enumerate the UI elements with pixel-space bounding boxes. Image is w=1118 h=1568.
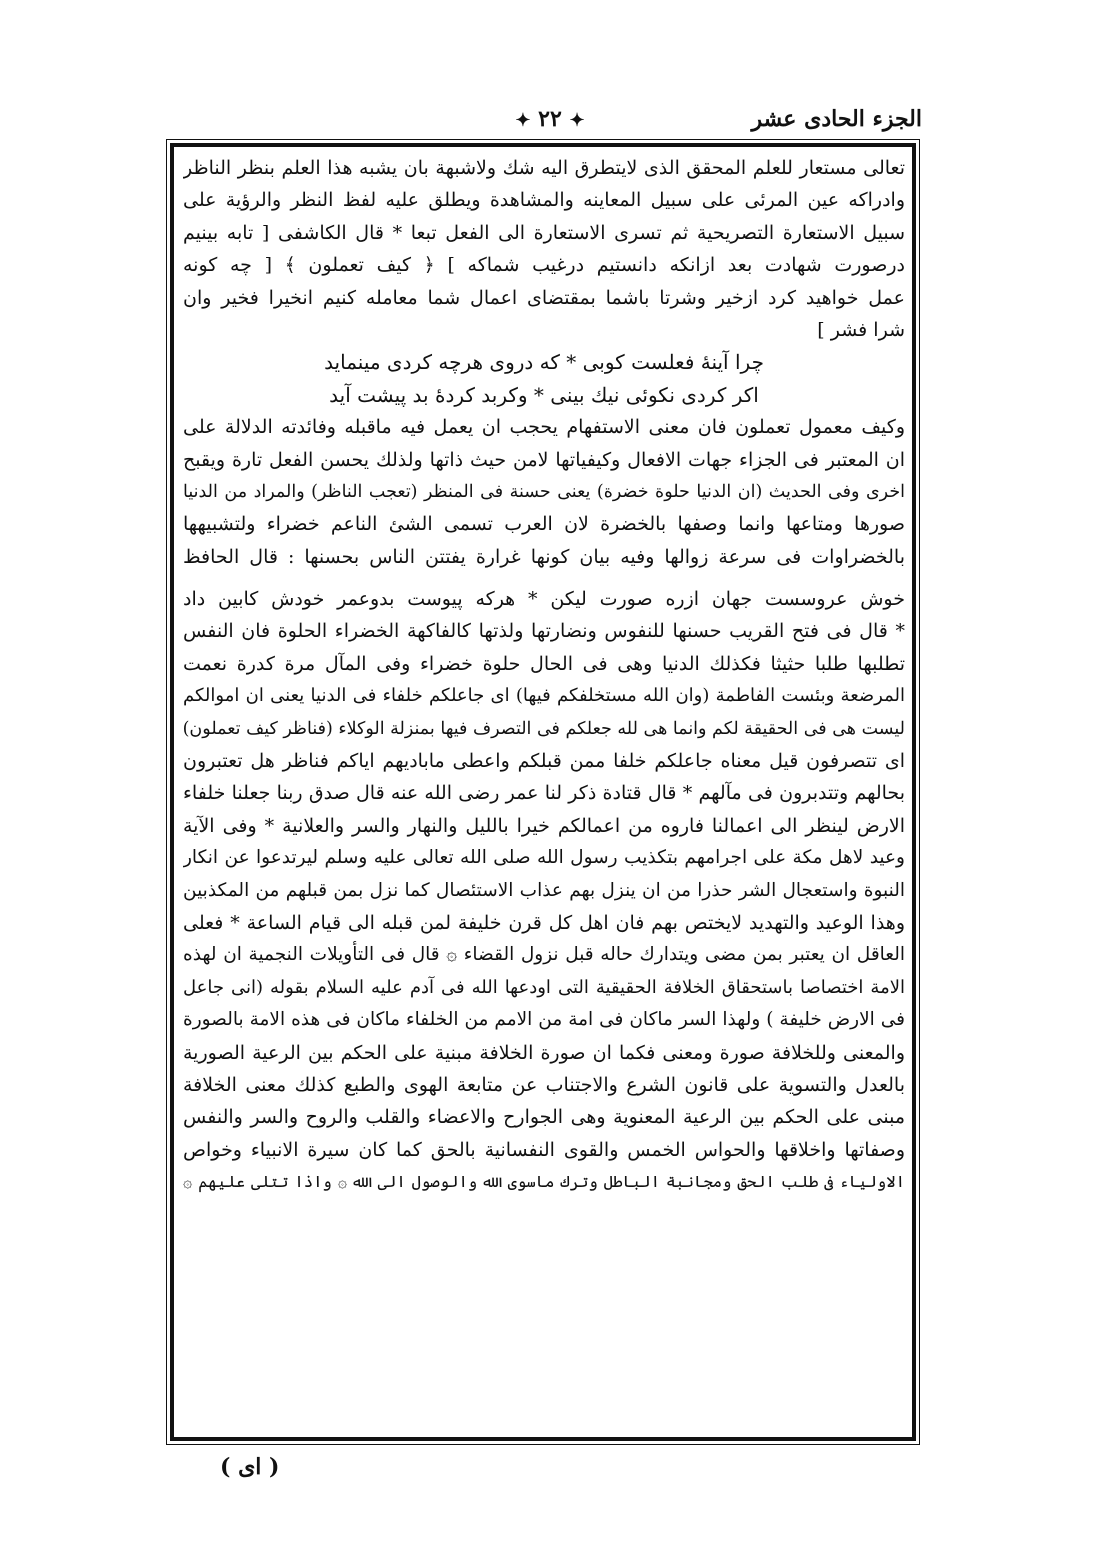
text-line: وصفاتها واخلاقها والحواس الخمس والقوى النفسانية بالحق كما كان سيرة الانبياء وخواص (183, 1138, 905, 1161)
text-line: وادراكه عين المرئى على سبيل المعاينه والمشاهدة ويطلق عليه لفظ النظر والرؤية على (183, 189, 905, 212)
text-line: بالخضراوات فى سرعة زوالها وفيه بيان كونها غرارة يفتتن الناس بحسنها : قال الحافظ (183, 545, 905, 568)
text-line: بالعدل والتسوية على قانون الشرع والاجتناب عن متابعة الهوى والطبع كذلك معنى الخلافة (183, 1073, 905, 1096)
text-line: الارض لينظر الى اعمالنا فاروه من اعمالكم خيرا بالليل والنهار والسر والعلانية * وفى الآية (183, 814, 905, 837)
text-line: اخرى وفى الحديث (ان الدنيا حلوة خضرة) يعنى حسنة فى المنظر (تعجب الناظر) والمراد من الدنيا (183, 481, 905, 502)
text-line: ان المعتبر فى الجزاء جهات الافعال وكيفياتها لامن حيث ذاتها ولذلك يحسن الفعل تارة ويقبح (183, 448, 905, 471)
ornament-left-icon: ✦ (515, 109, 531, 131)
text-line: بحالهم وتتدبرون فى مآلهم * قال قتادة ذكر لنا عمر رضى الله عنه قال صدق ربنا جعلنا خلفاء (183, 782, 905, 805)
text-line: فى الارض خليفة ) ولهذا السر ماكان فى امة من الامم من الخلفاء ماكان فى هذه الامة بالصورة (183, 1009, 905, 1031)
text-line: وعيد لاهل مكة على اجرامهم بتكذيب رسول الله صلى الله تعالى عليه وسلم ليرتدعوا عن انكار (183, 847, 905, 869)
text-line: والمعنى وللخلافة صورة ومعنى فكما ان صورة الخلافة مبنية على الحكم بين الرعية الصورية (183, 1041, 905, 1064)
text-line: وهذا الوعيد والتهديد لايختص بهم فان اهل كل قرن خليفة لمن قبله الى قيام الساعة * فعلى (183, 911, 905, 934)
verse-line: چرا آينهٔ فعلست كوبى * كه دروى هرچه كردى مينمايد (324, 350, 764, 375)
spacer (183, 573, 905, 583)
part-title: الجزء الحادى عشر (751, 106, 922, 132)
text-line: تطلبها طلبا حثيثا فكذلك الدنيا وهى فى الحال حلوة خضراء وفى المآل مرة كدرة نعمت (183, 652, 905, 675)
page-number: ٢٢ (538, 106, 562, 132)
page-number-group (470, 106, 630, 132)
text-line: تعالى مستعار للعلم المحقق الذى لايتطرق اليه شك ولاشبهة بان يشبه هذا العلم بنظر الناظر (183, 157, 905, 179)
text-line: الاولياء فى طلب الحق ومجانبة الباطل وترك ماسوى الله والوصول الى الله ۞ واذا تتلى عليهم ۞ (183, 1172, 905, 1192)
main-text (183, 152, 905, 1199)
running-header (170, 100, 922, 142)
catchword: ( اى ) (220, 1454, 280, 1480)
verse-inline: خوش عروسست جهان ازره صورت ليكن * هركه پيوست بدوعمر خودش كابين داد (183, 588, 905, 611)
text-line: درصورت شهادت بعد ازانكه دانستيم درغيب شماكه ] ﴿ كيف تعملون ﴾ [ چه كونه (183, 254, 905, 277)
text-line: عمل خواهيد كرد ازخير وشرتا باشما بمقتضاى اعمال شما معامله كنيم انخيرا فخير وان (183, 286, 905, 309)
text-line: صورها ومتاعها وانما وصفها بالخضرة لان العرب تسمى الشئ الناعم خضراء ولتشبيهها (183, 513, 905, 536)
text-line: ليست هى فى الحقيقة لكم وانما هى لله جعلكم فى التصرف فيها بمنزلة الوكلاء (فناظر كيف تعملون) (183, 718, 905, 739)
text-line: النبوة واستعجال الشر حذرا من ان ينزل بهم عذاب الاستئصال كما نزل بمن قبلهم من المكذبين (183, 879, 905, 901)
text-line: شرا فشر ] (817, 318, 905, 341)
text-line: * قال فى فتح القريب حسنها للنفوس ونضارتها ولذتها كالفاكهة الخضراء الحلوة فان النفس (183, 620, 905, 643)
text-line: الامة اختصاصا باستحقاق الخلافة الحقيقية التى اودعها الله فى آدم عليه السلام بقوله (انى جاعل (183, 976, 905, 998)
ornament-right-icon: ✦ (569, 109, 585, 131)
text-line: وكيف معمول تعملون فان معنى الاستفهام يحجب ان يعمل فيه ماقبله وفائدته الدلالة على (183, 416, 905, 439)
text-line: اى تتصرفون قيل معناه جاعلكم خلفا ممن قبلكم واعطى ماباديهم اياكم فناظر هل تعتبرون (183, 750, 905, 773)
text-line: مبنى على الحكم بين الرعية المعنوية وهى الجوارح والاعضاء والقلب والروح والسر والنفس (183, 1106, 905, 1129)
text-line: سبيل الاستعارة التصريحية ثم تسرى الاستعارة الى الفعل تبعا * قال الكاشفى [ تابه بينيم (183, 221, 905, 244)
text-line: المرضعة وبئست الفاطمة (وان الله مستخلفكم فيها) اى جاعلكم خلفاء فى الدنيا يعنى ان اموالكم (183, 685, 905, 707)
text-line: العاقل ان يعتبر بمن مضى ويتدارك حاله قبل نزول القضاء ۞ قال فى التأويلات النجمية ان لهذه (183, 944, 905, 966)
verse-line: اكر كردى نكوئى نيك بينى * وكربد كردهٔ بد پيشت آيد (329, 382, 759, 407)
